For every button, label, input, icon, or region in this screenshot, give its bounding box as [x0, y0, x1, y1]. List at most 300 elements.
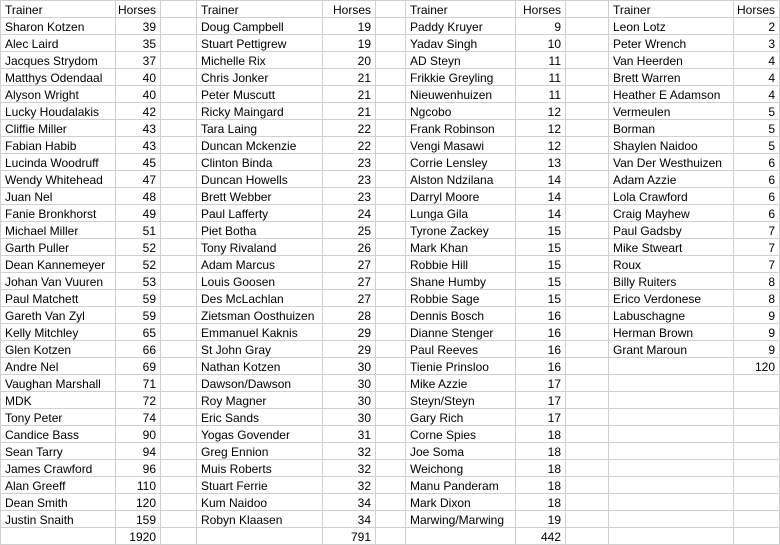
trainer-cell[interactable]: Justin Snaith [1, 511, 116, 528]
horses-cell[interactable]: 16 [516, 341, 566, 358]
horses-cell[interactable]: 3 [734, 35, 780, 52]
horses-cell[interactable] [734, 426, 780, 443]
trainer-cell[interactable]: Tyrone Zackey [406, 222, 516, 239]
horses-cell[interactable]: 24 [323, 205, 376, 222]
trainer-cell[interactable]: Alston Ndzilana [406, 171, 516, 188]
spacer-cell[interactable] [161, 511, 197, 528]
trainer-cell[interactable]: Grant Maroun [609, 341, 734, 358]
horses-cell[interactable]: 23 [323, 171, 376, 188]
horses-cell[interactable]: 6 [734, 188, 780, 205]
spacer-cell[interactable] [161, 222, 197, 239]
spacer-cell[interactable] [566, 137, 609, 154]
trainer-cell[interactable]: Erico Verdonese [609, 290, 734, 307]
spacer-cell[interactable] [161, 341, 197, 358]
spacer-cell[interactable] [161, 460, 197, 477]
trainer-cell[interactable]: Lucinda Woodruff [1, 154, 116, 171]
spacer-cell[interactable] [566, 443, 609, 460]
trainer-cell[interactable]: Herman Brown [609, 324, 734, 341]
trainer-cell[interactable]: Dianne Stenger [406, 324, 516, 341]
trainer-cell[interactable]: Gareth Van Zyl [1, 307, 116, 324]
trainer-cell[interactable] [609, 460, 734, 477]
trainer-cell[interactable]: Nathan Kotzen [197, 358, 323, 375]
horses-cell[interactable]: 43 [116, 120, 161, 137]
trainer-cell[interactable]: Sean Tarry [1, 443, 116, 460]
trainer-cell[interactable]: Garth Puller [1, 239, 116, 256]
spacer-cell[interactable] [376, 1, 406, 18]
horses-cell[interactable] [734, 494, 780, 511]
trainer-cell[interactable]: Alec Laird [1, 35, 116, 52]
horses-cell[interactable]: 27 [323, 273, 376, 290]
trainer-cell[interactable] [609, 375, 734, 392]
trainer-cell[interactable]: Marwing/Marwing [406, 511, 516, 528]
spacer-cell[interactable] [566, 290, 609, 307]
trainer-cell[interactable]: Joe Soma [406, 443, 516, 460]
spacer-cell[interactable] [161, 18, 197, 35]
trainer-cell[interactable]: Des McLachlan [197, 290, 323, 307]
trainer-cell[interactable]: Manu Panderam [406, 477, 516, 494]
horses-cell[interactable]: 32 [323, 477, 376, 494]
horses-cell[interactable]: 47 [116, 171, 161, 188]
spacer-cell[interactable] [376, 256, 406, 273]
spacer-cell[interactable] [566, 307, 609, 324]
trainer-cell[interactable]: Brett Webber [197, 188, 323, 205]
spacer-cell[interactable] [376, 273, 406, 290]
spacer-cell[interactable] [161, 494, 197, 511]
spacer-cell[interactable] [161, 171, 197, 188]
trainer-cell[interactable]: Labuschagne [609, 307, 734, 324]
trainer-cell[interactable]: Robbie Sage [406, 290, 516, 307]
horses-cell[interactable]: 21 [323, 86, 376, 103]
horses-cell[interactable]: 20 [323, 52, 376, 69]
total-cell[interactable]: 442 [516, 528, 566, 545]
spacer-cell[interactable] [376, 103, 406, 120]
header-trainer-cell[interactable]: Trainer [197, 1, 323, 18]
horses-cell[interactable]: 21 [323, 69, 376, 86]
horses-cell[interactable]: 5 [734, 103, 780, 120]
trainer-cell[interactable]: Frank Robinson [406, 120, 516, 137]
header-horses-cell[interactable]: Horses [116, 1, 161, 18]
spacer-cell[interactable] [376, 494, 406, 511]
trainer-cell[interactable]: Leon Lotz [609, 18, 734, 35]
spacer-cell[interactable] [566, 103, 609, 120]
trainer-cell[interactable]: Paddy Kruyer [406, 18, 516, 35]
trainer-cell[interactable]: Kum Naidoo [197, 494, 323, 511]
horses-cell[interactable]: 15 [516, 256, 566, 273]
spacer-cell[interactable] [376, 528, 406, 545]
spacer-cell[interactable] [376, 477, 406, 494]
trainer-cell[interactable]: Matthys Odendaal [1, 69, 116, 86]
trainer-cell[interactable]: Andre Nel [1, 358, 116, 375]
horses-cell[interactable]: 48 [116, 188, 161, 205]
horses-cell[interactable]: 10 [516, 35, 566, 52]
trainer-cell[interactable]: Glen Kotzen [1, 341, 116, 358]
horses-cell[interactable]: 12 [516, 120, 566, 137]
horses-cell[interactable]: 32 [323, 460, 376, 477]
spacer-cell[interactable] [376, 307, 406, 324]
trainer-cell[interactable]: Adam Azzie [609, 171, 734, 188]
trainer-cell[interactable] [609, 426, 734, 443]
spacer-cell[interactable] [566, 324, 609, 341]
spacer-cell[interactable] [566, 358, 609, 375]
spacer-cell[interactable] [161, 528, 197, 545]
spacer-cell[interactable] [566, 205, 609, 222]
horses-cell[interactable]: 159 [116, 511, 161, 528]
horses-cell[interactable]: 14 [516, 188, 566, 205]
spacer-cell[interactable] [161, 426, 197, 443]
horses-cell[interactable]: 59 [116, 307, 161, 324]
horses-cell[interactable]: 16 [516, 324, 566, 341]
spacer-cell[interactable] [376, 69, 406, 86]
trainer-cell[interactable]: Ricky Maingard [197, 103, 323, 120]
trainer-cell[interactable]: Paul Reeves [406, 341, 516, 358]
horses-cell[interactable]: 15 [516, 273, 566, 290]
trainer-cell[interactable]: Paul Gadsby [609, 222, 734, 239]
trainer-cell[interactable] [609, 477, 734, 494]
horses-cell[interactable]: 23 [323, 154, 376, 171]
horses-cell[interactable]: 4 [734, 86, 780, 103]
horses-cell[interactable]: 96 [116, 460, 161, 477]
horses-cell[interactable]: 9 [516, 18, 566, 35]
total-cell[interactable]: 120 [734, 358, 780, 375]
horses-cell[interactable]: 30 [323, 392, 376, 409]
trainer-cell[interactable] [609, 528, 734, 545]
spacer-cell[interactable] [161, 477, 197, 494]
spacer-cell[interactable] [161, 358, 197, 375]
trainer-cell[interactable]: Greg Ennion [197, 443, 323, 460]
trainer-cell[interactable]: Robyn Klaasen [197, 511, 323, 528]
spacer-cell[interactable] [376, 86, 406, 103]
trainer-cell[interactable]: Craig Mayhew [609, 205, 734, 222]
trainer-cell[interactable]: St John Gray [197, 341, 323, 358]
horses-cell[interactable]: 26 [323, 239, 376, 256]
horses-cell[interactable]: 18 [516, 460, 566, 477]
horses-cell[interactable]: 4 [734, 52, 780, 69]
horses-cell[interactable]: 37 [116, 52, 161, 69]
horses-cell[interactable]: 16 [516, 358, 566, 375]
trainer-cell[interactable]: Dean Kannemeyer [1, 256, 116, 273]
horses-cell[interactable]: 6 [734, 205, 780, 222]
horses-cell[interactable]: 25 [323, 222, 376, 239]
trainer-cell[interactable] [609, 392, 734, 409]
horses-cell[interactable]: 19 [323, 18, 376, 35]
trainer-cell[interactable]: Corrie Lensley [406, 154, 516, 171]
horses-cell[interactable]: 30 [323, 375, 376, 392]
horses-cell[interactable]: 6 [734, 171, 780, 188]
spacer-cell[interactable] [376, 409, 406, 426]
trainer-cell[interactable]: Cliffie Miller [1, 120, 116, 137]
spacer-cell[interactable] [376, 460, 406, 477]
spacer-cell[interactable] [376, 290, 406, 307]
horses-cell[interactable]: 51 [116, 222, 161, 239]
horses-cell[interactable]: 18 [516, 477, 566, 494]
spacer-cell[interactable] [566, 188, 609, 205]
spacer-cell[interactable] [566, 273, 609, 290]
horses-cell[interactable]: 45 [116, 154, 161, 171]
trainer-cell[interactable]: Lunga Gila [406, 205, 516, 222]
spacer-cell[interactable] [376, 511, 406, 528]
trainer-cell[interactable]: Wendy Whitehead [1, 171, 116, 188]
spacer-cell[interactable] [161, 103, 197, 120]
trainer-cell[interactable]: Peter Wrench [609, 35, 734, 52]
spacer-cell[interactable] [161, 137, 197, 154]
trainer-cell[interactable]: Doug Campbell [197, 18, 323, 35]
trainer-cell[interactable]: Johan Van Vuuren [1, 273, 116, 290]
spacer-cell[interactable] [161, 35, 197, 52]
trainer-cell[interactable]: Zietsman Oosthuizen [197, 307, 323, 324]
spacer-cell[interactable] [566, 477, 609, 494]
trainer-cell[interactable]: Van Der Westhuizen [609, 154, 734, 171]
spacer-cell[interactable] [566, 18, 609, 35]
horses-cell[interactable]: 59 [116, 290, 161, 307]
horses-cell[interactable]: 9 [734, 324, 780, 341]
trainer-cell[interactable]: Tony Rivaland [197, 239, 323, 256]
horses-cell[interactable]: 52 [116, 239, 161, 256]
header-horses-cell[interactable]: Horses [516, 1, 566, 18]
spacer-cell[interactable] [566, 120, 609, 137]
spacer-cell[interactable] [566, 239, 609, 256]
trainer-cell[interactable]: Emmanuel Kaknis [197, 324, 323, 341]
trainer-cell[interactable] [609, 511, 734, 528]
horses-cell[interactable]: 19 [323, 35, 376, 52]
horses-cell[interactable]: 35 [116, 35, 161, 52]
trainer-cell[interactable]: Stuart Pettigrew [197, 35, 323, 52]
spacer-cell[interactable] [161, 86, 197, 103]
horses-cell[interactable]: 14 [516, 171, 566, 188]
spacer-cell[interactable] [376, 18, 406, 35]
horses-cell[interactable]: 27 [323, 290, 376, 307]
trainer-cell[interactable]: Duncan Howells [197, 171, 323, 188]
horses-cell[interactable]: 15 [516, 239, 566, 256]
horses-cell[interactable]: 11 [516, 86, 566, 103]
trainer-cell[interactable]: Tienie Prinsloo [406, 358, 516, 375]
trainer-cell[interactable] [609, 494, 734, 511]
trainer-cell[interactable]: Dawson/Dawson [197, 375, 323, 392]
trainer-cell[interactable] [197, 528, 323, 545]
trainer-cell[interactable]: Lola Crawford [609, 188, 734, 205]
spacer-cell[interactable] [161, 375, 197, 392]
spacer-cell[interactable] [376, 239, 406, 256]
horses-cell[interactable]: 40 [116, 86, 161, 103]
horses-cell[interactable]: 29 [323, 324, 376, 341]
spacer-cell[interactable] [161, 307, 197, 324]
spacer-cell[interactable] [161, 188, 197, 205]
trainer-cell[interactable]: Ngcobo [406, 103, 516, 120]
spacer-cell[interactable] [376, 52, 406, 69]
spacer-cell[interactable] [566, 69, 609, 86]
horses-cell[interactable]: 17 [516, 409, 566, 426]
trainer-cell[interactable]: Candice Bass [1, 426, 116, 443]
horses-cell[interactable] [734, 460, 780, 477]
horses-cell[interactable]: 17 [516, 375, 566, 392]
trainer-cell[interactable]: Mark Dixon [406, 494, 516, 511]
horses-cell[interactable]: 120 [116, 494, 161, 511]
trainer-cell[interactable]: Shane Humby [406, 273, 516, 290]
horses-cell[interactable]: 52 [116, 256, 161, 273]
horses-cell[interactable] [734, 392, 780, 409]
horses-cell[interactable]: 7 [734, 256, 780, 273]
horses-cell[interactable]: 15 [516, 222, 566, 239]
horses-cell[interactable]: 5 [734, 120, 780, 137]
horses-cell[interactable] [734, 443, 780, 460]
horses-cell[interactable]: 7 [734, 222, 780, 239]
spacer-cell[interactable] [161, 273, 197, 290]
horses-cell[interactable]: 28 [323, 307, 376, 324]
spacer-cell[interactable] [376, 120, 406, 137]
horses-cell[interactable]: 16 [516, 307, 566, 324]
trainer-cell[interactable]: Juan Nel [1, 188, 116, 205]
total-cell[interactable]: 791 [323, 528, 376, 545]
trainer-cell[interactable]: Paul Lafferty [197, 205, 323, 222]
spacer-cell[interactable] [161, 256, 197, 273]
trainer-cell[interactable]: Borman [609, 120, 734, 137]
total-cell[interactable]: 1920 [116, 528, 161, 545]
horses-cell[interactable]: 22 [323, 120, 376, 137]
horses-cell[interactable]: 4 [734, 69, 780, 86]
spacer-cell[interactable] [566, 86, 609, 103]
horses-cell[interactable]: 69 [116, 358, 161, 375]
horses-cell[interactable]: 9 [734, 307, 780, 324]
trainer-cell[interactable]: Billy Ruiters [609, 273, 734, 290]
spacer-cell[interactable] [566, 222, 609, 239]
horses-cell[interactable]: 39 [116, 18, 161, 35]
horses-cell[interactable]: 72 [116, 392, 161, 409]
horses-cell[interactable]: 15 [516, 290, 566, 307]
trainer-cell[interactable]: Gary Rich [406, 409, 516, 426]
horses-cell[interactable]: 18 [516, 443, 566, 460]
trainer-cell[interactable]: Weichong [406, 460, 516, 477]
spacer-cell[interactable] [161, 1, 197, 18]
spacer-cell[interactable] [161, 443, 197, 460]
header-trainer-cell[interactable]: Trainer [609, 1, 734, 18]
trainer-cell[interactable]: Heather E Adamson [609, 86, 734, 103]
trainer-cell[interactable]: Piet Botha [197, 222, 323, 239]
trainer-cell[interactable] [406, 528, 516, 545]
trainer-cell[interactable]: Fabian Habib [1, 137, 116, 154]
trainer-cell[interactable]: Fanie Bronkhorst [1, 205, 116, 222]
trainer-cell[interactable] [609, 409, 734, 426]
horses-cell[interactable]: 94 [116, 443, 161, 460]
horses-cell[interactable]: 71 [116, 375, 161, 392]
horses-cell[interactable]: 11 [516, 52, 566, 69]
horses-cell[interactable] [734, 528, 780, 545]
trainer-cell[interactable]: Mike Stweart [609, 239, 734, 256]
spacer-cell[interactable] [566, 256, 609, 273]
horses-cell[interactable]: 29 [323, 341, 376, 358]
horses-cell[interactable]: 34 [323, 494, 376, 511]
horses-cell[interactable]: 8 [734, 290, 780, 307]
trainer-cell[interactable]: Brett Warren [609, 69, 734, 86]
trainer-cell[interactable]: Kelly Mitchley [1, 324, 116, 341]
trainer-cell[interactable]: Jacques Strydom [1, 52, 116, 69]
spacer-cell[interactable] [376, 443, 406, 460]
horses-cell[interactable] [734, 409, 780, 426]
horses-cell[interactable] [734, 511, 780, 528]
trainer-cell[interactable]: Robbie Hill [406, 256, 516, 273]
spacer-cell[interactable] [566, 409, 609, 426]
trainer-cell[interactable]: Yadav Singh [406, 35, 516, 52]
horses-cell[interactable]: 66 [116, 341, 161, 358]
horses-cell[interactable]: 32 [323, 443, 376, 460]
trainer-cell[interactable]: Nieuwenhuizen [406, 86, 516, 103]
spacer-cell[interactable] [161, 205, 197, 222]
spacer-cell[interactable] [376, 375, 406, 392]
spacer-cell[interactable] [566, 341, 609, 358]
trainer-cell[interactable]: Clinton Binda [197, 154, 323, 171]
trainer-cell[interactable]: Tara Laing [197, 120, 323, 137]
spacer-cell[interactable] [376, 35, 406, 52]
trainer-cell[interactable]: Frikkie Greyling [406, 69, 516, 86]
trainer-cell[interactable]: Michael Miller [1, 222, 116, 239]
horses-cell[interactable]: 2 [734, 18, 780, 35]
trainer-cell[interactable]: Dean Smith [1, 494, 116, 511]
spacer-cell[interactable] [161, 409, 197, 426]
trainer-cell[interactable]: Roy Magner [197, 392, 323, 409]
header-trainer-cell[interactable]: Trainer [406, 1, 516, 18]
horses-cell[interactable]: 12 [516, 103, 566, 120]
horses-cell[interactable]: 42 [116, 103, 161, 120]
trainer-cell[interactable]: Mark Khan [406, 239, 516, 256]
trainer-cell[interactable]: Steyn/Steyn [406, 392, 516, 409]
spacer-cell[interactable] [566, 460, 609, 477]
horses-cell[interactable]: 40 [116, 69, 161, 86]
spacer-cell[interactable] [376, 324, 406, 341]
trainer-cell[interactable]: MDK [1, 392, 116, 409]
trainer-cell[interactable]: Van Heerden [609, 52, 734, 69]
trainer-cell[interactable]: James Crawford [1, 460, 116, 477]
trainer-cell[interactable]: Lucky Houdalakis [1, 103, 116, 120]
spacer-cell[interactable] [566, 171, 609, 188]
spacer-cell[interactable] [161, 239, 197, 256]
spacer-cell[interactable] [566, 494, 609, 511]
trainer-cell[interactable]: Muis Roberts [197, 460, 323, 477]
trainer-cell[interactable]: Corne Spies [406, 426, 516, 443]
spacer-cell[interactable] [566, 1, 609, 18]
horses-cell[interactable]: 18 [516, 426, 566, 443]
horses-cell[interactable] [734, 375, 780, 392]
spacer-cell[interactable] [376, 205, 406, 222]
horses-cell[interactable]: 31 [323, 426, 376, 443]
horses-cell[interactable]: 13 [516, 154, 566, 171]
spacer-cell[interactable] [161, 154, 197, 171]
horses-cell[interactable]: 8 [734, 273, 780, 290]
trainer-cell[interactable]: Stuart Ferrie [197, 477, 323, 494]
horses-cell[interactable]: 11 [516, 69, 566, 86]
trainer-cell[interactable]: Louis Goosen [197, 273, 323, 290]
horses-cell[interactable]: 21 [323, 103, 376, 120]
horses-cell[interactable]: 53 [116, 273, 161, 290]
spacer-cell[interactable] [161, 52, 197, 69]
horses-cell[interactable]: 74 [116, 409, 161, 426]
header-horses-cell[interactable]: Horses [734, 1, 780, 18]
spacer-cell[interactable] [566, 154, 609, 171]
trainer-cell[interactable]: Vengi Masawi [406, 137, 516, 154]
spacer-cell[interactable] [566, 511, 609, 528]
trainer-cell[interactable]: Roux [609, 256, 734, 273]
spacer-cell[interactable] [376, 222, 406, 239]
horses-cell[interactable]: 14 [516, 205, 566, 222]
horses-cell[interactable]: 12 [516, 137, 566, 154]
horses-cell[interactable]: 6 [734, 154, 780, 171]
horses-cell[interactable]: 22 [323, 137, 376, 154]
horses-cell[interactable]: 30 [323, 358, 376, 375]
horses-cell[interactable]: 18 [516, 494, 566, 511]
trainer-cell[interactable]: Adam Marcus [197, 256, 323, 273]
trainer-cell[interactable]: Michelle Rix [197, 52, 323, 69]
horses-cell[interactable]: 30 [323, 409, 376, 426]
trainer-cell[interactable]: Sharon Kotzen [1, 18, 116, 35]
trainer-cell[interactable]: Shaylen Naidoo [609, 137, 734, 154]
trainer-cell[interactable]: Vermeulen [609, 103, 734, 120]
